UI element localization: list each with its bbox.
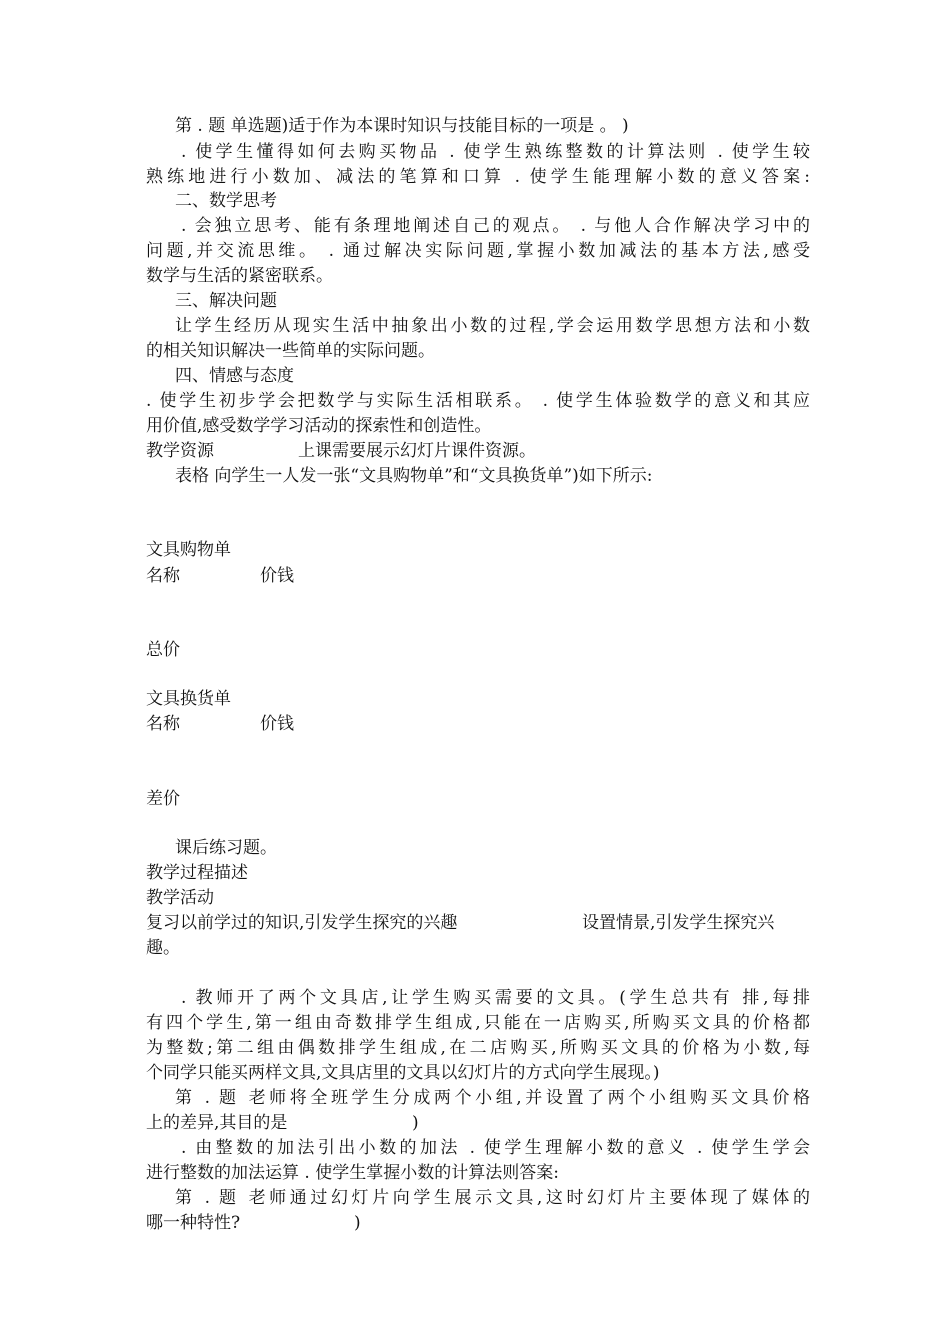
activity-description-end: 个同学只能买两样文具,文具店里的文具以幻灯片的方式向学生展现。) (146, 1063, 660, 1083)
question-3-stem: 第 . 题 老师通过幻灯片向学生展示文具,这时幻灯片主要体现了媒体的 (175, 1188, 810, 1208)
section-heading-problem-solving: 三、解决问题 (175, 291, 277, 311)
section-heading-math-thinking: 二、数学思考 (175, 191, 277, 211)
question-1-options-cont: 熟练地进行小数加、减法的笔算和口算 . 使学生能理解小数的意义答案: (146, 167, 810, 187)
math-thinking-text-cont: 问题,并交流思维。 . 通过解决实际问题,掌握小数加减法的基本方法,感受 (146, 241, 810, 261)
exchange-list-col-name: 名称 (146, 714, 180, 734)
question-3-stem-cont: 哪一种特性? (146, 1213, 241, 1233)
activity-description-cont-2: 为整数;第二组由偶数排学生组成,在二店购买,所购买文具的价格为小数,每 (146, 1038, 810, 1058)
teaching-activity-heading: 教学活动 (146, 888, 214, 908)
question-2-stem: 第 . 题 老师将全班学生分成两个小组,并设置了两个小组购买文具价格 (175, 1088, 810, 1108)
problem-solving-text-end: 的相关知识解决一些简单的实际问题。 (146, 341, 435, 361)
teaching-resources-label: 教学资源 (146, 441, 214, 461)
activity-description: . 教师开了两个文具店,让学生购买需要的文具。(学生总共有 排,每排 (181, 988, 810, 1008)
table-intro: 表格 向学生一人发一张“文具购物单”和“文具换货单”)如下所示: (175, 466, 653, 486)
math-thinking-text-end: 数学与生活的紧密联系。 (146, 266, 333, 286)
homework-note: 课后练习题。 (175, 838, 277, 858)
question-1-options: . 使学生懂得如何去购买物品 . 使学生熟练整数的计算法则 . 使学生较 (181, 142, 810, 162)
exchange-list-title: 文具换货单 (146, 689, 231, 709)
teaching-resources-text: 上课需要展示幻灯片课件资源。 (298, 441, 536, 461)
question-3-paren: ) (354, 1213, 361, 1233)
shopping-list-col-name: 名称 (146, 566, 180, 586)
math-thinking-text: . 会独立思考、能有条理地阐述自己的观点。 . 与他人合作解决学习中的 (181, 216, 810, 236)
question-2-stem-cont: 上的差异,其目的是 (146, 1113, 288, 1133)
exchange-list-col-price: 价钱 (260, 714, 294, 734)
section-heading-emotion-attitude: 四、情感与态度 (175, 366, 294, 386)
emotion-attitude-text: . 使学生初步学会把数学与实际生活相联系。 . 使学生体验数学的意义和其应 (146, 391, 810, 411)
question-2-options: . 由整数的加法引出小数的加法 . 使学生理解小数的意义 . 使学生学会 (181, 1138, 810, 1158)
shopping-list-col-price: 价钱 (260, 566, 294, 586)
activity-review-text: 复习以前学过的知识,引发学生探究的兴趣 (146, 913, 458, 933)
activity-description-cont-1: 有四个学生,第一组由奇数排学生组成,只能在一店购买,所购买文具的价格都 (146, 1013, 810, 1033)
shopping-list-title: 文具购物单 (146, 540, 231, 560)
emotion-attitude-text-end: 用价值,感受数学学习活动的探索性和创造性。 (146, 416, 492, 436)
process-description-heading: 教学过程描述 (146, 863, 248, 883)
problem-solving-text: 让学生经历从现实生活中抽象出小数的过程,学会运用数学思想方法和小数 (175, 316, 810, 336)
question-2-paren: ) (412, 1113, 419, 1133)
activity-scenario-text: 设置情景,引发学生探究兴 (582, 913, 775, 933)
question-2-options-cont: 进行整数的加法运算 . 使学生掌握小数的计算法则答案: (146, 1163, 559, 1183)
shopping-list-total: 总价 (146, 640, 180, 660)
exchange-list-difference: 差价 (146, 789, 180, 809)
question-1-stem: 第 . 题 单选题)适于作为本课时知识与技能目标的一项是 。 ) (175, 116, 629, 136)
activity-scenario-text-end: 趣。 (146, 938, 180, 958)
